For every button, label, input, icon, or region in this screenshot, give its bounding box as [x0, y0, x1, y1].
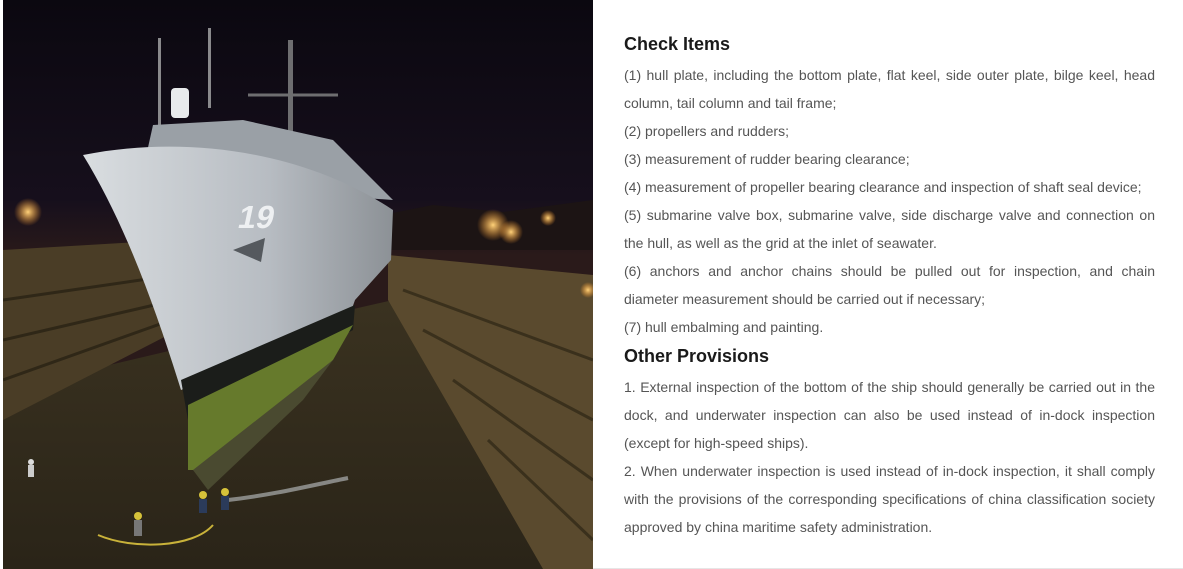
- other-provisions-heading: Other Provisions: [624, 346, 770, 366]
- list-item: (2) propellers and rudders;: [624, 123, 789, 139]
- list-item: (6) anchors and anchor chains should be pulled out for inspection, and chain diameter measurement should be carried out if necessary;: [624, 263, 1155, 307]
- list-item: (1) hull plate, including the bottom plate, flat keel, side outer plate, bilge keel, head column, tail column and tail frame;: [624, 67, 1155, 111]
- list-item: (3) measurement of rudder bearing clearance;: [624, 151, 910, 167]
- list-item: 1. External inspection of the bottom of the ship should generally be carried out in the dock, and underwater inspection can also be used instead of in-dock inspection (except for high-speed ships).: [624, 379, 1155, 451]
- check-items-list: [624, 61, 1155, 341]
- list-item: (4) measurement of propeller bearing clearance and inspection of shaft seal device;: [624, 179, 1142, 195]
- list-item: 2. When underwater inspection is used instead of in-dock inspection, it shall comply with the provisions of the corresponding specifications of china classification society approved by china maritime safety administration.: [624, 463, 1155, 535]
- list-item: (7) hull embalming and painting.: [624, 319, 824, 335]
- hull-number: 19: [235, 199, 279, 235]
- text-content: [624, 32, 1155, 541]
- drydock-ship-photo: [3, 0, 593, 569]
- other-provisions-list: [624, 373, 1155, 541]
- list-item: (5) submarine valve box, submarine valve, side discharge valve and connection on the hull, as well as the grid at the inlet of seawater.: [624, 207, 1155, 251]
- check-items-heading: Check Items: [624, 34, 731, 54]
